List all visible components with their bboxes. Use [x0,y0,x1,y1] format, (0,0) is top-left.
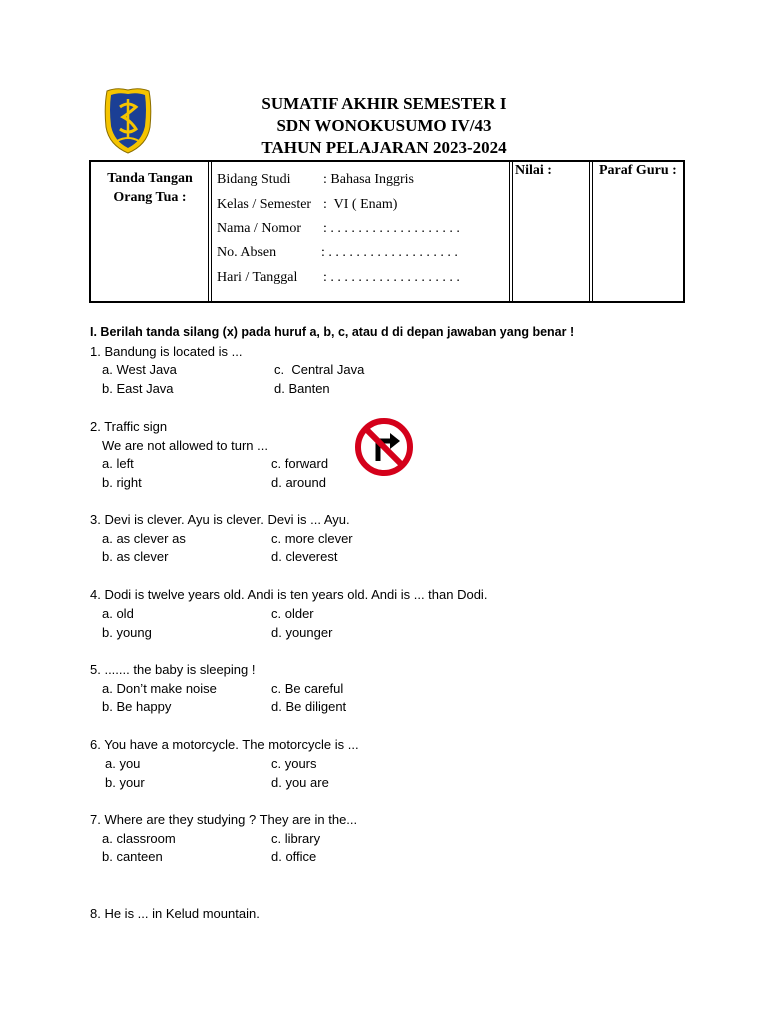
q7-option-a: a. classroom [102,831,176,846]
q5-option-d: d. Be diligent [271,699,347,714]
field-date: Hari / Tanggal : . . . . . . . . . . . . . . . . . . . [217,270,460,285]
q7-option-d: d. office [271,849,317,864]
q4-option-a: a. old [102,606,134,621]
field-subject: Bidang Studi : Bahasa Inggris [217,172,414,187]
q2-option-d: d. around [271,475,326,490]
q5-option-b: b. Be happy [102,699,172,714]
q6-option-b: b. your [105,775,145,790]
q6-option-a: a. you [105,756,141,771]
q2-option-b: b. right [102,475,142,490]
question-6: 6. You have a motorcycle. The motorcycle is ... [90,737,359,752]
question-2-subtext: We are not allowed to turn ... [102,438,268,453]
exam-title: SUMATIF AKHIR SEMESTER I [261,94,507,113]
q4-option-c: c. older [271,606,314,621]
teacher-signature-label: Paraf Guru : [599,163,677,178]
q1-option-d: d. Banten [274,381,330,396]
question-2: 2. Traffic sign [90,419,168,434]
q7-option-b: b. canteen [102,849,163,864]
field-absence-number: No. Absen : . . . . . . . . . . . . . . . . . . . [217,245,458,260]
no-right-turn-sign-icon [354,417,414,477]
q2-option-a: a. left [102,456,134,471]
question-7: 7. Where are they studying ? They are in the... [90,812,358,827]
instruction-text: I. Berilah tanda silang (x) pada huruf a, b, c, atau d di depan jawaban yang benar ! [90,325,575,339]
score-label: Nilai : [515,163,552,178]
q4-option-b: b. young [102,625,152,640]
q1-option-a: a. West Java [102,362,177,377]
q4-option-d: d. younger [271,625,333,640]
academic-year: TAHUN PELAJARAN 2023-2024 [261,138,507,157]
parent-signature-label: Tanda Tangan Orang Tua : [107,171,193,205]
q6-option-d: d. you are [271,775,329,790]
q1-option-c: c. Central Java [274,362,365,377]
question-3: 3. Devi is clever. Ayu is clever. Devi is ... Ayu. [90,512,350,527]
school-name: SDN WONOKUSUMO IV/43 [276,116,492,135]
q5-option-c: c. Be careful [271,681,344,696]
question-1: 1. Bandung is located is ... [90,344,243,359]
q3-option-d: d. cleverest [271,549,338,564]
q2-option-c: c. forward [271,456,329,471]
question-4: 4. Dodi is twelve years old. Andi is ten years old. Andi is ... than Dodi. [90,587,488,602]
q3-option-c: c. more clever [271,531,353,546]
field-class: Kelas / Semester : VI ( Enam) [217,197,398,212]
field-name: Nama / Nomor : . . . . . . . . . . . . . . . . . . . [217,221,460,236]
q7-option-c: c. library [271,831,321,846]
question-5: 5. ....... the baby is sleeping ! [90,662,256,677]
q3-option-a: a. as clever as [102,531,186,546]
student-info-box [89,160,685,303]
q1-option-b: b. East Java [102,381,174,396]
q3-option-b: b. as clever [102,549,169,564]
question-8: 8. He is ... in Kelud mountain. [90,906,260,921]
q6-option-c: c. yours [271,756,317,771]
q5-option-a: a. Don’t make noise [102,681,217,696]
